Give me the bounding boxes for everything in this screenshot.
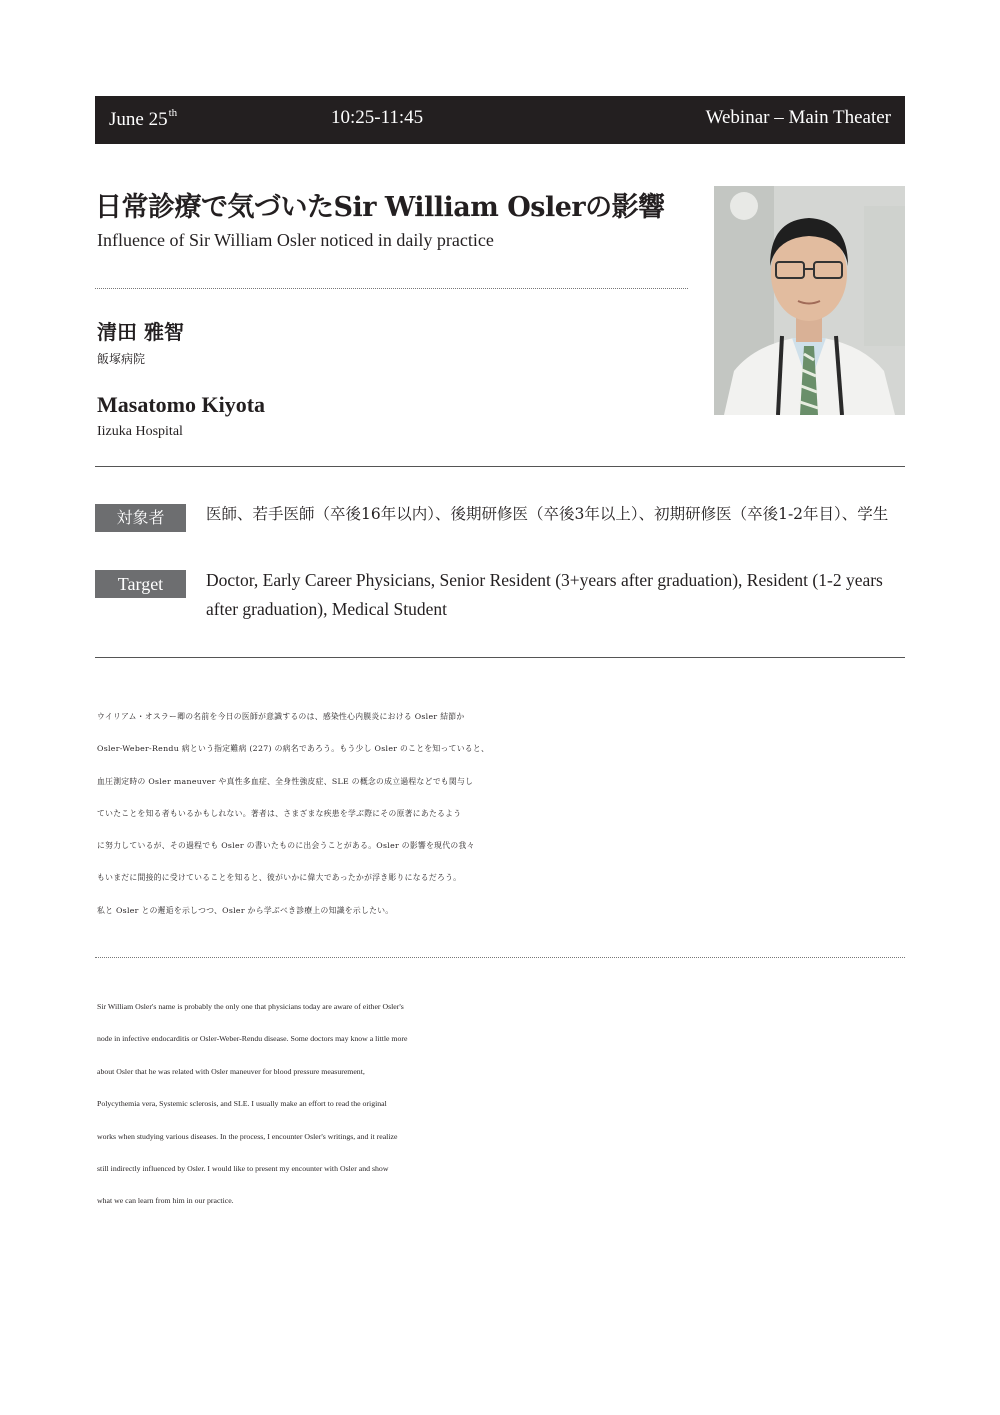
talk-title-ja: 日常診療で気づいたSir William Oslerの影響: [95, 192, 665, 223]
session-header-bar: [95, 96, 905, 144]
abstract-ja-line: ウイリアム・オスラー卿の名前を今日の医師が意識するのは、感染性心内膜炎における Osler 結節か: [97, 712, 465, 721]
section-divider: [95, 466, 905, 467]
abstract-en-line: still indirectly influenced by Osler. I would like to present my encounter with Osler and show: [97, 1164, 389, 1174]
talk-title-en: Influence of Sir William Osler noticed in daily practice: [97, 230, 494, 250]
speaker-photo: [714, 186, 905, 415]
abstract-divider: [95, 957, 905, 958]
session-venue: Webinar – Main Theater: [705, 107, 891, 128]
abstract-ja-line: 血圧測定時の Osler maneuver や真性多血症、全身性強皮症、SLE の概念の成立過程などでも関与し: [97, 776, 474, 786]
abstract-en-line: node in infective endocarditis or Osler-Weber-Rendu disease. Some doctors may know a little more: [97, 1034, 408, 1044]
abstract-en-line: works when studying various diseases. In the process, I encounter Osler's writings, and it realize: [97, 1131, 398, 1141]
abstract-en-line: what we can learn from him in our practice.: [97, 1196, 234, 1206]
speaker-affiliation-en: Iizuka Hospital: [97, 424, 183, 439]
session-time: 10:25-11:45: [331, 107, 424, 128]
abstract-ja: [97, 701, 907, 927]
abstract-en-line: about Osler that he was related with Osler maneuver for blood pressure measurement,: [97, 1066, 365, 1076]
session-date-suffix: th: [168, 107, 178, 119]
target-text-en: Doctor, Early Career Physicians, Senior Resident (3+years after graduation), Resident (1-2 years after graduation), Medical Student: [206, 570, 883, 619]
session-date: [109, 107, 177, 131]
abstract-ja-line: Osler-Weber-Rendu 病という指定難病 (227) の病名であろう。もう少し Osler のことを知っていると、: [97, 744, 490, 754]
abstract-en-line: Polycythemia vera, Systemic sclerosis, and SLE. I usually make an effort to read the original: [97, 1099, 387, 1109]
speaker-name-ja: 清田 雅智: [97, 320, 184, 344]
target-label-ja: 対象者: [95, 504, 186, 532]
abstract-ja-line: に努力しているが、その過程でも Osler の書いたものに出会うことがある。Osler の影響を現代の我々: [97, 841, 475, 851]
speaker-affiliation-ja: 飯塚病院: [97, 352, 146, 366]
section-divider: [95, 657, 905, 658]
session-date-text: June 25: [109, 109, 168, 130]
target-label-en: Target: [95, 570, 186, 598]
abstract-en: [97, 991, 907, 1218]
abstract-en-line: Sir William Osler's name is probably the only one that physicians today are aware of either Osler's: [97, 1002, 404, 1011]
target-text-ja: 医師、若手医師（卒後16年以内）、後期研修医（卒後3年以上）、初期研修医（卒後1-2年目）、学生: [206, 505, 889, 523]
abstract-ja-line: もいまだに間接的に受けていることを知ると、彼がいかに偉大であったかが浮き彫りになるだろう。: [97, 873, 462, 883]
title-divider: [95, 288, 688, 289]
speaker-name-en: Masatomo Kiyota: [97, 392, 266, 417]
abstract-ja-line: ていたことを知る者もいるかもしれない。著者は、さまざまな疾患を学ぶ際にその原著にあたるよう: [97, 808, 462, 818]
speaker-portrait-image: [714, 186, 905, 415]
abstract-ja-line: 私と Osler との邂逅を示しつつ、Osler から学ぶべき診療上の知識を示したい。: [97, 905, 394, 915]
